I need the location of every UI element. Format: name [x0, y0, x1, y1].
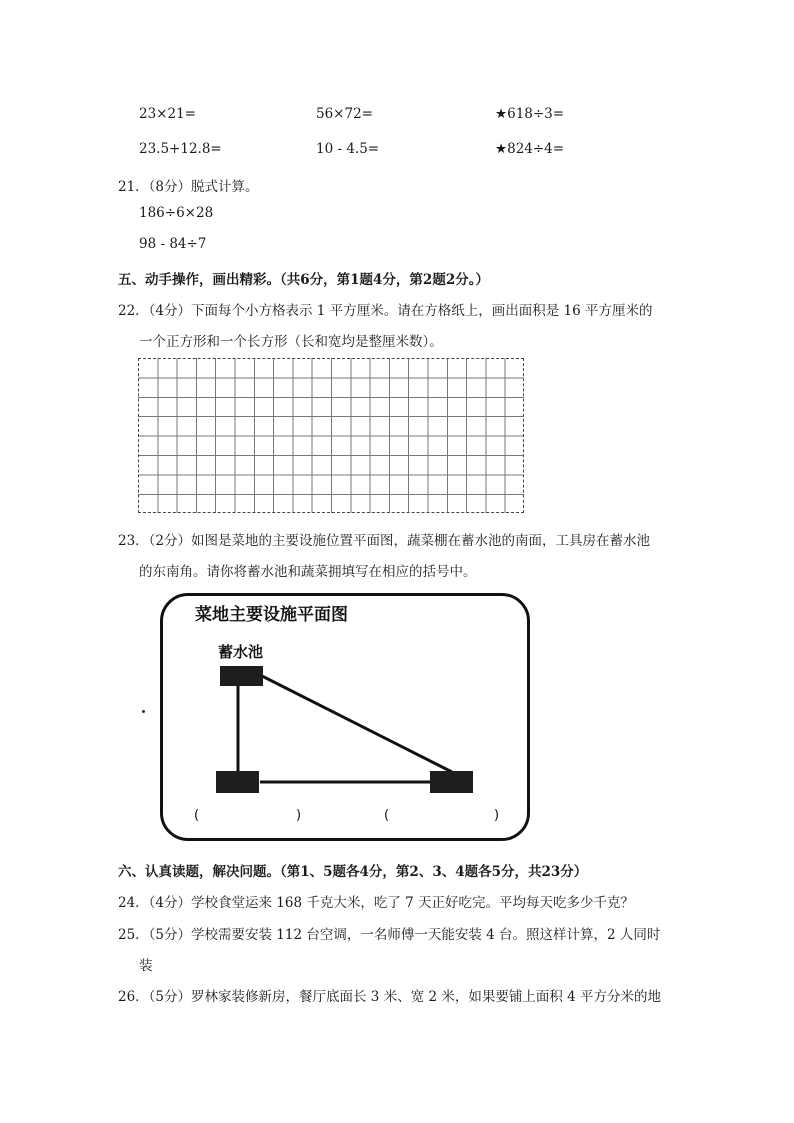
calc-item: ★618÷3=: [495, 106, 565, 122]
question-25-line-1: 25．（5分）学校需要安装 112 台空调，一名师傅一天能安装 4 台。照这样计算，2 人同时: [118, 927, 661, 943]
answer-paren-open: (: [384, 808, 390, 823]
question-24: 24．（4分）学校食堂运来 168 千克大米，吃了 7 天正好吃完。平均每天吃多少千克？: [118, 895, 635, 911]
question-22-line-2: 一个正方形和一个长方形（长和宽均是整厘米数）。: [139, 334, 443, 350]
answer-paren-close: ): [494, 808, 500, 823]
question-21-header: 21．（8分）脱式计算。: [118, 179, 259, 195]
calc-item: ★824÷4=: [495, 141, 565, 157]
toolhouse-block: [430, 771, 473, 793]
question-23-line-2: 的东南角。请你将蓄水池和蔬菜拥填写在相应的括号中。: [139, 564, 477, 580]
diagonal-path: [262, 676, 452, 772]
question-21-item: 186÷6×28: [139, 205, 214, 221]
question-25-line-2: 装: [139, 958, 153, 974]
question-21-item: 98 - 84÷7: [139, 236, 207, 252]
calc-item: 23.5+12.8=: [139, 141, 222, 157]
question-23-line-1: 23．（2分）如图是菜地的主要设施位置平面图，蔬菜棚在蓄水池的南面，工具房在蓄水池: [118, 533, 651, 549]
question-26: 26．（5分）罗林家装修新房，餐厅底面长 3 米、宽 2 米，如果要铺上面积 4 平方分米的地: [118, 989, 662, 1005]
answer-paren-open: (: [194, 808, 200, 823]
section-5-heading: 五、动手操作，画出精彩。（共6分，第1题4分，第2题2分。）: [118, 272, 489, 288]
calc-item: 56×72=: [316, 106, 373, 122]
calc-item: 23×21=: [139, 106, 196, 122]
question-22-line-1: 22．（4分）下面每个小方格表示 1 平方厘米。请在方格纸上，画出面积是 16 平方厘米的: [118, 303, 653, 319]
map-title: 菜地主要设施平面图: [195, 605, 348, 625]
answer-paren-close: ): [296, 808, 302, 823]
section-6-heading: 六、认真读题，解决问题。（第1、5题各4分，第2、3、4题各5分，共23分）: [118, 864, 588, 880]
calc-item: 10 - 4.5=: [316, 141, 380, 157]
greenhouse-block: [216, 771, 259, 793]
pond-block: [220, 666, 263, 686]
pond-label: 蓄水池: [218, 643, 264, 661]
